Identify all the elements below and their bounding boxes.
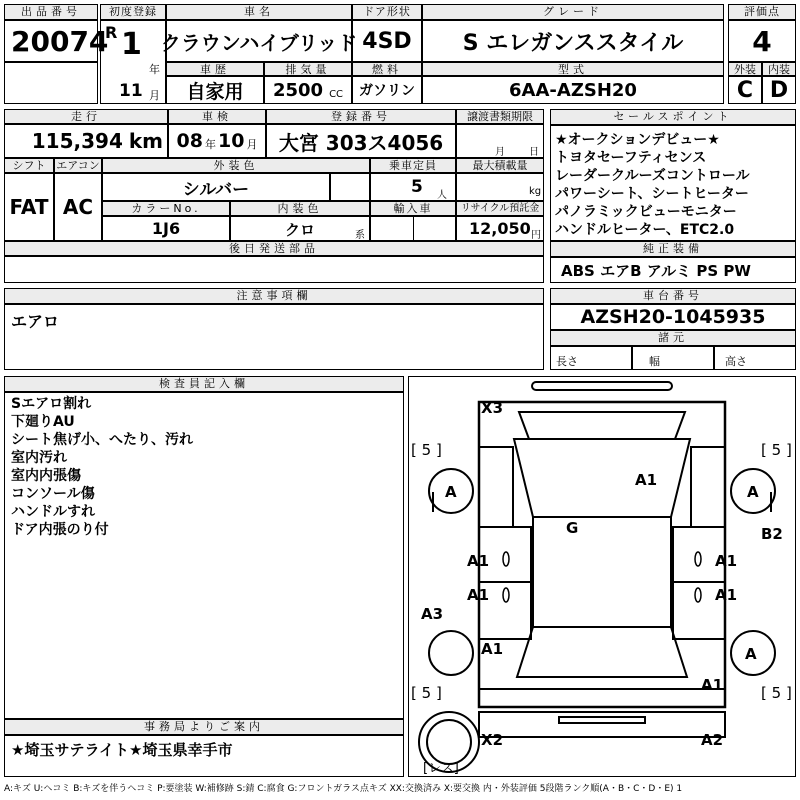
dims-label: 諸元 (550, 330, 796, 346)
front-bumper-shape (532, 382, 672, 390)
sales-box (550, 125, 796, 241)
mileage-box (4, 124, 168, 158)
ext-grade: C (728, 76, 762, 104)
office-label: 事務局よりご案内 (4, 719, 404, 735)
sales-point-line: ★オークションデビュー★ (555, 132, 720, 148)
chassis-number: AZSH20-1045935 (550, 304, 796, 330)
inspector-note-line: 下廻りAU (11, 414, 75, 430)
tire-depth-rear-right: [ 5 ] (761, 684, 792, 702)
lot-blank (4, 62, 98, 104)
color-extra (330, 173, 370, 201)
mark-g: G (566, 519, 579, 537)
office-text: ★埼玉サテライト★埼玉県幸手市 (4, 735, 404, 777)
displacement-box (264, 76, 352, 104)
capacity-box (370, 173, 456, 201)
mark-a1-rr-corner: A1 (701, 676, 724, 694)
length-label: 長さ (556, 355, 578, 368)
spare-tire-label: [レス] (423, 761, 459, 776)
int-label: 内装 (762, 62, 796, 76)
model-code: 6AA-AZSH20 (422, 76, 724, 104)
tire-depth-rear-left: [ 5 ] (411, 684, 442, 702)
mark-a1-rf-door: A1 (715, 552, 738, 570)
inspector-note-line: コンソール傷 (11, 486, 95, 502)
mark-a1-lr-door: A1 (467, 586, 490, 604)
sales-lines (555, 131, 795, 239)
lot-no: 20074 (4, 20, 98, 62)
mark-a1-lf-door: A1 (467, 552, 490, 570)
first-reg-box (100, 20, 166, 104)
load-label: 最大積載量 (456, 158, 544, 173)
tire-depth-front-left: [ 5 ] (411, 441, 442, 459)
year-unit: 年 (149, 63, 160, 76)
interior-color: クロ (285, 221, 316, 239)
sales-point-line: パワーシート、シートヒーター (555, 186, 749, 202)
notes-label: 注意事項欄 (4, 288, 544, 304)
shift-label: シフト (4, 158, 54, 173)
first-reg-year: 1 (121, 27, 142, 62)
color: シルバー (102, 173, 330, 201)
inspection-box (168, 124, 266, 158)
mark-x3: X3 (481, 399, 504, 417)
inspector-lines (11, 395, 403, 539)
cc-unit: CC (329, 88, 344, 100)
plate-label: 登録番号 (266, 109, 456, 124)
mileage: 115,394 (31, 129, 123, 153)
transfer-box (456, 124, 544, 158)
sales-point-line: パノラミックビューモニター (555, 204, 737, 220)
lot-no-label: 出品番号 (4, 4, 98, 20)
int-grade: D (762, 76, 796, 104)
rear-window-shape (517, 627, 687, 677)
legend: A:キズ U:ヘコミ B:キズを伴うヘコミ P:要塗装 W:補修跡 S:錆 C:腐食 G:フロントガラス点キズ XX:交換済み X:要交換 内・外装評価 5段階ランク順(A・B・C・D・E) 1 (4, 784, 683, 794)
height-label: 高さ (725, 355, 747, 368)
mark-b2: B2 (761, 525, 783, 543)
shift: FAT (4, 173, 54, 241)
capacity-label: 乗車定員 (370, 158, 456, 173)
interior-unit: 系 (355, 230, 365, 241)
wheel-mark-rear-right: A (745, 645, 757, 663)
import-box (370, 216, 456, 241)
equip: ABS エアB アルミ PS PW (550, 257, 796, 283)
plate-number: 大宮 303ス4056 (266, 124, 456, 158)
history: 自家用 (166, 76, 264, 104)
tire-depth-front-right: [ 5 ] (761, 441, 792, 459)
era: R (105, 23, 118, 42)
grade-label: グレード (422, 4, 724, 20)
history-label: 車歴 (166, 62, 264, 76)
recycle-label: リサイクル預託金 (456, 201, 544, 216)
car-name: クラウンハイブリッド (166, 20, 352, 62)
fuel: ガソリン (352, 76, 422, 104)
ac-label: エアコン (54, 158, 102, 173)
capacity-unit: 人 (437, 190, 447, 201)
inspector-note-line: シート焦げ小、へたり、汚れ (11, 432, 193, 448)
roof-shape (533, 517, 671, 627)
recycle: 12,050 (469, 219, 531, 238)
inspector-note-line: ドア内張のり付 (11, 522, 109, 538)
later-parts-label: 後日発送部品 (4, 241, 544, 256)
car-outline (409, 377, 795, 776)
transfer-label: 譲渡書類期限 (456, 109, 544, 124)
ext-label: 外装 (728, 62, 762, 76)
car-name-label: 車名 (166, 4, 352, 20)
mark-a1-lr-fender: A1 (481, 640, 504, 658)
mark-x2: X2 (481, 731, 504, 749)
door-type: 4SD (352, 20, 422, 62)
load-unit: kg (529, 186, 542, 197)
inspection-label: 車検 (168, 109, 266, 124)
inspector-note-line: 室内汚れ (11, 450, 67, 466)
ac: AC (54, 173, 102, 241)
recycle-unit: 円 (531, 230, 541, 241)
width-box (632, 346, 714, 370)
insp-month: 10 (218, 130, 245, 152)
transfer-day: 日 (529, 147, 539, 158)
sales-label: セールスポイント (550, 109, 796, 125)
insp-year-unit: 年 (205, 138, 216, 151)
sales-point-line: トヨタセーフティセンス (555, 150, 707, 166)
wheel-mark-front-left: A (445, 483, 457, 501)
height-box (714, 346, 796, 370)
length-box (550, 346, 632, 370)
inspector-note-line: 室内内張傷 (11, 468, 81, 484)
width-label: 幅 (649, 355, 660, 368)
km-unit: km (128, 129, 163, 153)
transfer-month: 月 (495, 147, 505, 158)
fuel-label: 燃料 (352, 62, 422, 76)
month-unit: 月 (149, 89, 160, 102)
notes-text: エアロ (4, 304, 544, 370)
mileage-label: 走行 (4, 109, 168, 124)
color-no-label: カラーNo. (102, 201, 230, 216)
inspector-note-line: ハンドルすれ (11, 504, 95, 520)
capacity: 5 (411, 177, 423, 197)
model-label: 型式 (422, 62, 724, 76)
inspector-box (4, 392, 404, 719)
interior-color-label: 内装色 (230, 201, 370, 216)
mark-a1-hood: A1 (635, 471, 658, 489)
recycle-box (456, 216, 544, 241)
first-reg-label: 初度登録 (100, 4, 166, 20)
load-box (456, 173, 544, 201)
sales-point-line: レーダークルーズコントロール (555, 168, 750, 184)
windshield-shape (514, 439, 690, 517)
mark-a2: A2 (701, 731, 724, 749)
equip-label: 純正装備 (550, 241, 796, 257)
grade: S エレガンススタイル (422, 20, 724, 62)
interior-color-box (230, 216, 370, 241)
displacement-label: 排気量 (264, 62, 352, 76)
color-label: 外装色 (102, 158, 370, 173)
rear-bumper-shape (479, 689, 725, 707)
car-diagram (408, 376, 796, 777)
inspector-label: 検査員記入欄 (4, 376, 404, 392)
trunk-shape (479, 712, 725, 737)
door-label: ドア形状 (352, 4, 422, 20)
left-front-fender (479, 447, 513, 527)
insp-month-unit: 月 (246, 138, 258, 151)
inspector-note-line: Sエアロ割れ (11, 396, 92, 412)
score: 4 (728, 20, 796, 62)
first-reg-month: 11 (119, 81, 143, 101)
hood-shape (519, 412, 685, 439)
later-parts-box (4, 256, 544, 283)
mark-a3: A3 (421, 605, 444, 623)
displacement: 2500 (272, 79, 324, 101)
import-label: 輸入車 (370, 201, 456, 216)
chassis-label: 車台番号 (550, 288, 796, 304)
mark-a1-rr-door: A1 (715, 586, 738, 604)
sales-point-line: ハンドルヒーター、ETC2.0 (555, 222, 735, 238)
wheel-mark-front-right: A (747, 483, 759, 501)
score-label: 評価点 (728, 4, 796, 20)
right-front-fender (691, 447, 725, 527)
color-no: 1J6 (102, 216, 230, 241)
insp-year: 08 (176, 130, 203, 152)
